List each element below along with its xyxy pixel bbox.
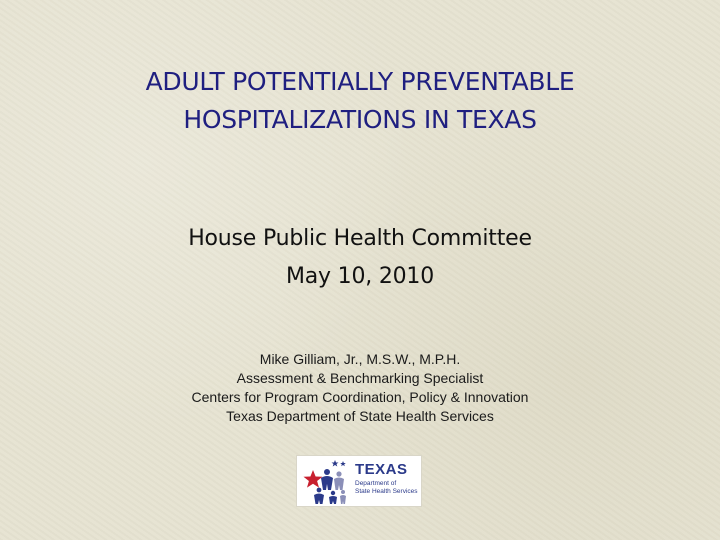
slide-subtitle <box>0 220 720 296</box>
slide-title <box>0 63 720 139</box>
presenter-role: Assessment & Benchmarking Specialist <box>236 370 484 386</box>
logo-subtext <box>355 480 418 496</box>
slide-title-line-1: ADULT POTENTIALLY PREVENTABLE <box>145 67 575 96</box>
presenter-department: Texas Department of State Health Services <box>226 408 494 424</box>
logo-sub-line-2: State Health Services <box>355 488 418 495</box>
slide-title-line-2: HOSPITALIZATIONS IN TEXAS <box>183 105 537 134</box>
presenter-center: Centers for Program Coordination, Policy & Innovation <box>191 389 529 405</box>
presenter-info <box>0 350 720 426</box>
presentation-date: May 10, 2010 <box>285 264 435 289</box>
presenter-name: Mike Gilliam, Jr., M.S.W., M.P.H. <box>259 351 461 367</box>
logo-sub-line-1: Department of <box>355 480 397 487</box>
committee-name: House Public Health Committee <box>188 226 532 251</box>
logo-wordmark: TEXAS <box>355 461 408 478</box>
dshs-logo <box>296 455 422 507</box>
